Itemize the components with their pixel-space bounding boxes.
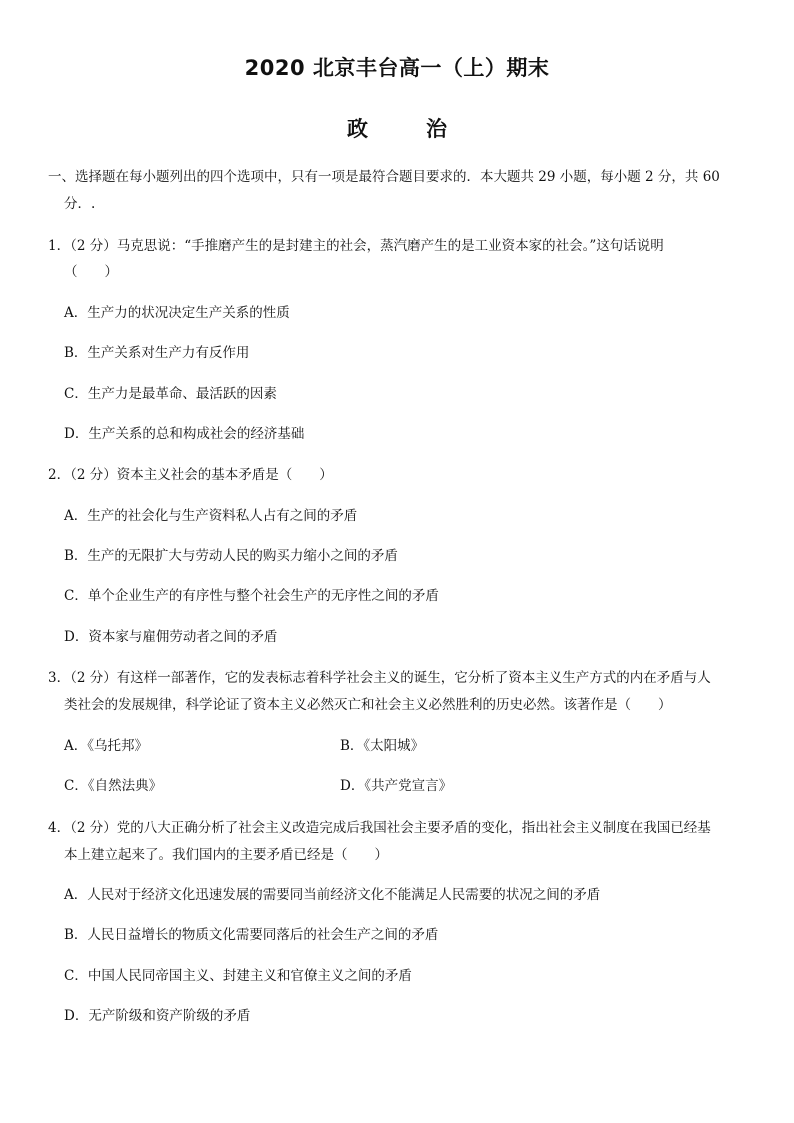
question-1-option-a: A．生产力的状况决定生产关系的性质 [64, 305, 290, 321]
question-1-option-c: C．生产力是最革命、最活跃的因素 [64, 386, 277, 402]
question-2-stem: 2．（2 分）资本主义社会的基本矛盾是（ ） [48, 467, 333, 483]
question-3-option-a: A．《乌托邦》 [64, 738, 148, 754]
question-1-blank: （ ） [64, 264, 118, 280]
question-2-option-b: B．生产的无限扩大与劳动人民的购买力缩小之间的矛盾 [64, 548, 398, 564]
question-4-stem-cont: 本上建立起来了。我们国内的主要矛盾已经是（ ） [64, 847, 388, 863]
question-2-option-a: A．生产的社会化与生产资料私人占有之间的矛盾 [64, 508, 358, 524]
page-title: 2020 北京丰台高一（上）期末 [244, 56, 550, 80]
question-3-option-d: D．《共产党宣言》 [340, 778, 453, 794]
question-4-option-c: C．中国人民同帝国主义、封建主义和官僚主义之间的矛盾 [64, 968, 412, 984]
question-1-option-b: B．生产关系对生产力有反作用 [64, 345, 250, 361]
question-2-option-c: C．单个企业生产的有序性与整个社会生产的无序性之间的矛盾 [64, 588, 439, 604]
question-4-stem: 4．（2 分）党的八大正确分析了社会主义改造完成后我国社会主要矛盾的变化，指出社会主义制度在我国已经基 [48, 820, 711, 836]
question-3-option-b: B．《太阳城》 [340, 738, 425, 754]
question-1-stem: 1．（2 分）马克思说：“手推磨产生的是封建主的社会，蒸汽磨产生的是工业资本家的社会。”这句话说明 [48, 238, 664, 254]
question-3-stem: 3．（2 分）有这样一部著作，它的发表标志着科学社会主义的诞生，它分析了资本主义生产方式的内在矛盾与人 [48, 670, 711, 686]
section-instructions: 一、选择题在每小题列出的四个选项中，只有一项是最符合题目要求的．本大题共 29 小题，每小题 2 分，共 60 [48, 169, 720, 185]
question-3-option-c: C．《自然法典》 [64, 778, 163, 794]
subject-title: 政治 [347, 117, 505, 141]
question-4-option-b: B．人民日益增长的物质文化需要同落后的社会生产之间的矛盾 [64, 927, 439, 943]
question-4-option-d: D．无产阶级和资产阶级的矛盾 [64, 1008, 251, 1024]
question-2-option-d: D．资本家与雇佣劳动者之间的矛盾 [64, 629, 278, 645]
section-instructions-cont: 分．. [64, 196, 96, 212]
question-1-option-d: D．生产关系的总和构成社会的经济基础 [64, 426, 305, 442]
question-4-option-a: A．人民对于经济文化迅速发展的需要同当前经济文化不能满足人民需要的状况之间的矛盾 [64, 887, 601, 903]
question-3-stem-cont: 类社会的发展规律，科学论证了资本主义必然灭亡和社会主义必然胜利的历史必然。该著作是（ ） [64, 697, 672, 713]
